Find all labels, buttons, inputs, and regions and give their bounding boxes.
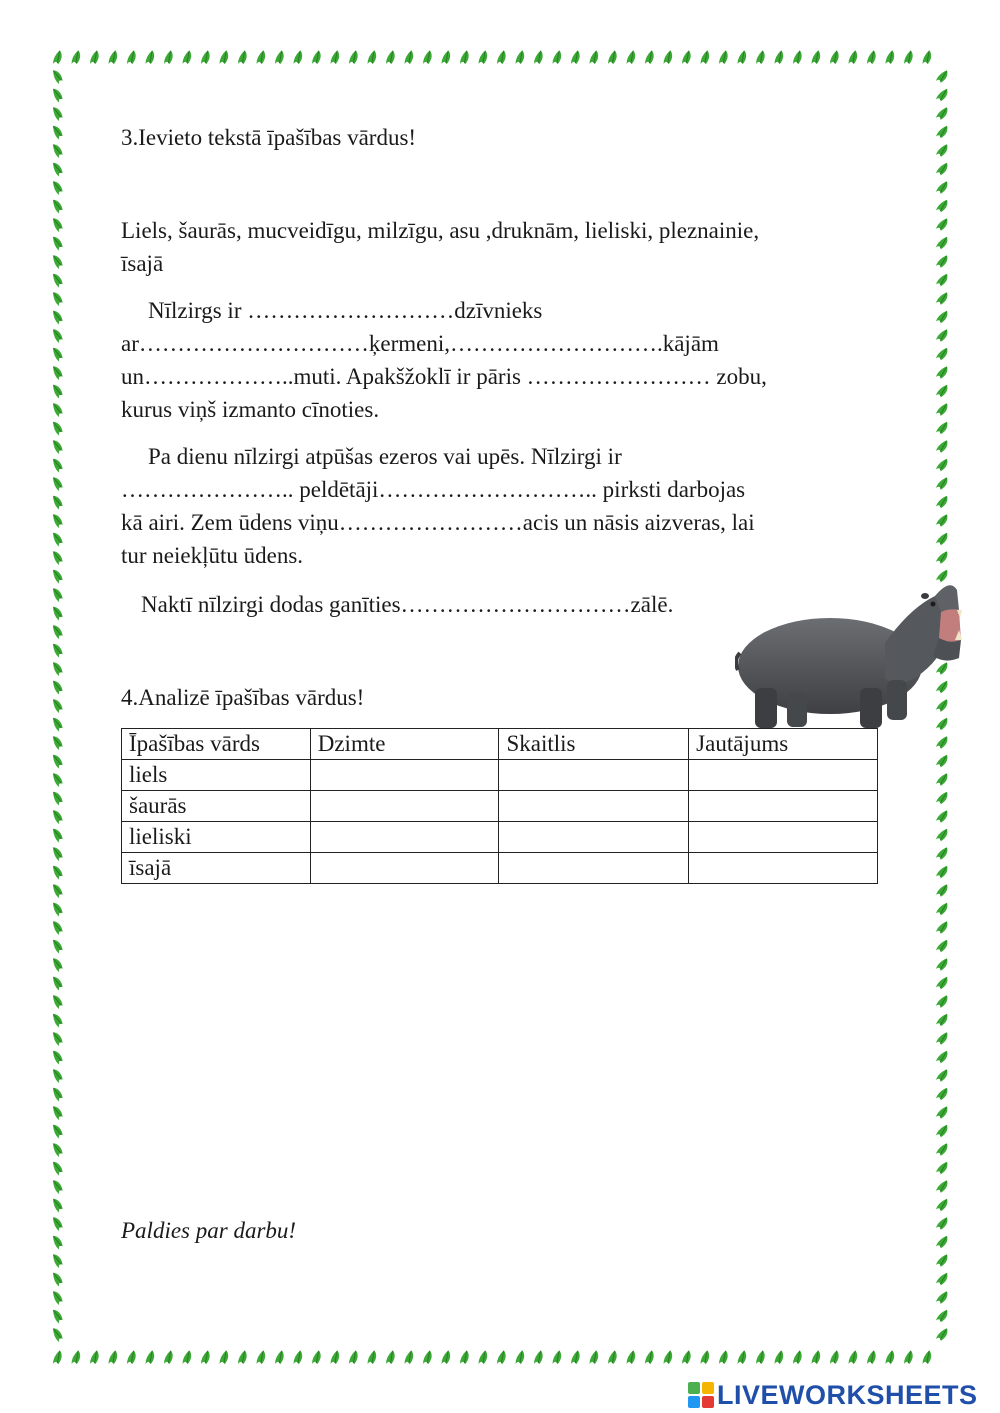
border-leaf xyxy=(935,272,949,288)
border-leaf xyxy=(293,49,304,65)
paragraph1-line1: Nīlzirgs ir ………………………dzīvnieks xyxy=(148,298,543,323)
border-leaf xyxy=(570,1349,581,1365)
analysis-table xyxy=(121,728,878,884)
border-leaf xyxy=(50,864,64,880)
border-leaf xyxy=(182,49,193,65)
border-leaf xyxy=(935,882,949,898)
liveworksheets-logo-icon xyxy=(688,1382,714,1408)
border-leaf xyxy=(385,49,396,65)
border-leaf xyxy=(163,1349,174,1365)
border-leaf xyxy=(935,420,949,436)
border-leaf xyxy=(866,1349,877,1365)
cell-question-input[interactable] xyxy=(689,822,878,853)
border-leaf xyxy=(935,161,949,177)
border-leaf xyxy=(50,568,64,584)
border-leaf xyxy=(50,1271,64,1287)
border-leaf xyxy=(935,753,949,769)
border-leaf xyxy=(478,49,489,65)
border-leaf xyxy=(755,49,766,65)
border-leaf xyxy=(50,235,64,251)
liveworksheets-brand[interactable] xyxy=(688,1379,978,1411)
border-leaf xyxy=(885,49,896,65)
border-leaf xyxy=(935,956,949,972)
border-leaf xyxy=(935,938,949,954)
border-leaf xyxy=(935,1030,949,1046)
border-leaf xyxy=(50,383,64,399)
cell-adjective: īsajā xyxy=(122,853,311,884)
border-leaf xyxy=(935,198,949,214)
border-leaf xyxy=(50,124,64,140)
border-leaf xyxy=(681,49,692,65)
border-leaf xyxy=(935,1178,949,1194)
cell-question-input[interactable] xyxy=(689,760,878,791)
border-leaf xyxy=(50,105,64,121)
border-leaf xyxy=(792,1349,803,1365)
border-leaf xyxy=(50,956,64,972)
border-leaf xyxy=(589,1349,600,1365)
hippo-image xyxy=(735,548,965,748)
border-leaf xyxy=(922,1349,933,1365)
paragraph1-line4: kurus viņš izmanto cīnoties. xyxy=(121,397,380,422)
border-leaf xyxy=(935,845,949,861)
border-leaf xyxy=(89,49,100,65)
border-leaf xyxy=(935,1067,949,1083)
word-bank-line1: Liels, šaurās, mucveidīgu, milzīgu, asu ,druknām, lieliski, pleznainie, xyxy=(121,218,760,243)
border-leaf xyxy=(50,716,64,732)
border-leaf xyxy=(552,49,563,65)
border-leaf xyxy=(50,919,64,935)
border-leaf xyxy=(903,1349,914,1365)
border-leaf xyxy=(792,49,803,65)
border-leaf xyxy=(935,827,949,843)
border-leaf xyxy=(935,216,949,232)
border-leaf xyxy=(145,49,156,65)
border-leaf xyxy=(935,1049,949,1065)
border-leaf xyxy=(829,49,840,65)
border-leaf xyxy=(935,901,949,917)
border-leaf xyxy=(50,457,64,473)
border-leaf xyxy=(935,1086,949,1102)
border-leaf xyxy=(108,49,119,65)
border-leaf xyxy=(50,512,64,528)
border-leaf xyxy=(496,1349,507,1365)
border-leaf xyxy=(348,49,359,65)
cell-adjective: šaurās xyxy=(122,791,311,822)
border-leaf xyxy=(50,475,64,491)
border-leaf xyxy=(718,49,729,65)
border-leaf xyxy=(50,161,64,177)
border-leaf xyxy=(50,734,64,750)
exercise3-title: 3.Ievieto tekstā īpašības vārdus! xyxy=(121,125,417,150)
border-leaf xyxy=(50,438,64,454)
paragraph1-line2: ar…………………………ķermeni,……………………….kājām xyxy=(121,331,719,356)
border-leaf xyxy=(50,68,64,84)
border-leaf xyxy=(935,1160,949,1176)
cell-number-input[interactable] xyxy=(499,791,689,822)
border-leaf xyxy=(50,1197,64,1213)
border-leaf xyxy=(50,1067,64,1083)
border-leaf xyxy=(50,771,64,787)
border-leaf xyxy=(50,808,64,824)
border-leaf xyxy=(935,346,949,362)
border-leaf xyxy=(935,1308,949,1324)
paragraph2-line3: kā airi. Zem ūdens viņu……………………acis un nāsis aizveras, lai xyxy=(121,510,755,535)
border-leaf xyxy=(533,1349,544,1365)
border-leaf xyxy=(935,771,949,787)
border-leaf xyxy=(200,1349,211,1365)
border-leaf xyxy=(935,105,949,121)
border-leaf xyxy=(607,1349,618,1365)
border-leaf xyxy=(737,49,748,65)
border-leaf xyxy=(71,1349,82,1365)
border-leaf xyxy=(50,549,64,565)
border-leaf xyxy=(50,1289,64,1305)
border-leaf xyxy=(848,49,859,65)
brand-name: LIVEWORKSHEETS xyxy=(717,1379,978,1410)
cell-adjective: liels xyxy=(122,760,311,791)
border-leaf xyxy=(50,975,64,991)
border-leaf xyxy=(589,49,600,65)
border-leaf xyxy=(50,216,64,232)
exercise4-title: 4.Analizē īpašības vārdus! xyxy=(121,685,365,710)
border-leaf xyxy=(422,49,433,65)
border-leaf xyxy=(404,1349,415,1365)
border-leaf xyxy=(126,1349,137,1365)
border-leaf xyxy=(330,1349,341,1365)
border-leaf xyxy=(50,753,64,769)
border-leaf xyxy=(663,1349,674,1365)
border-leaf xyxy=(237,49,248,65)
border-leaf xyxy=(50,1234,64,1250)
border-leaf xyxy=(89,1349,100,1365)
border-leaf xyxy=(935,383,949,399)
border-leaf xyxy=(935,993,949,1009)
cell-adjective: lieliski xyxy=(122,822,311,853)
border-leaf xyxy=(718,1349,729,1365)
border-leaf xyxy=(50,1326,64,1342)
border-leaf xyxy=(50,420,64,436)
border-leaf xyxy=(935,864,949,880)
border-leaf xyxy=(50,1141,64,1157)
header-question: Jautājums xyxy=(689,729,878,760)
border-leaf xyxy=(441,1349,452,1365)
border-leaf xyxy=(422,1349,433,1365)
border-leaf xyxy=(478,1349,489,1365)
border-leaf xyxy=(311,1349,322,1365)
border-leaf xyxy=(293,1349,304,1365)
border-leaf xyxy=(903,49,914,65)
cell-gender-input[interactable] xyxy=(310,853,499,884)
paragraph2-line4: tur neiekļūtu ūdens. xyxy=(121,543,304,568)
border-leaf xyxy=(50,827,64,843)
border-leaf xyxy=(737,1349,748,1365)
border-leaf xyxy=(935,1012,949,1028)
table-row xyxy=(122,791,878,822)
border-leaf xyxy=(922,49,933,65)
border-leaf xyxy=(552,1349,563,1365)
border-leaf xyxy=(145,1349,156,1365)
border-leaf xyxy=(496,49,507,65)
border-leaf xyxy=(935,179,949,195)
border-leaf xyxy=(50,253,64,269)
border-leaf xyxy=(935,68,949,84)
border-leaf xyxy=(50,1030,64,1046)
border-leaf xyxy=(935,919,949,935)
border-leaf xyxy=(50,1178,64,1194)
border-leaf xyxy=(935,457,949,473)
border-leaf xyxy=(644,49,655,65)
border-leaf xyxy=(50,309,64,325)
border-leaf xyxy=(755,1349,766,1365)
border-leaf xyxy=(50,1123,64,1139)
border-leaf xyxy=(935,1234,949,1250)
border-leaf xyxy=(935,1141,949,1157)
border-leaf xyxy=(50,327,64,343)
border-leaf xyxy=(441,49,452,65)
border-leaf xyxy=(50,882,64,898)
border-leaf xyxy=(52,49,63,65)
table-row xyxy=(122,853,878,884)
border-leaf xyxy=(50,993,64,1009)
border-leaf xyxy=(515,49,526,65)
border-leaf xyxy=(50,401,64,417)
border-leaf xyxy=(330,49,341,65)
border-leaf xyxy=(935,494,949,510)
border-leaf xyxy=(348,1349,359,1365)
border-leaf xyxy=(935,309,949,325)
border-leaf xyxy=(50,364,64,380)
table-row xyxy=(122,822,878,853)
border-leaf xyxy=(50,605,64,621)
border-leaf xyxy=(50,1252,64,1268)
border-leaf xyxy=(885,1349,896,1365)
border-leaf xyxy=(50,272,64,288)
border-leaf xyxy=(848,1349,859,1365)
border-leaf xyxy=(50,198,64,214)
cell-question-input[interactable] xyxy=(689,853,878,884)
border-leaf xyxy=(866,49,877,65)
border-leaf xyxy=(935,1104,949,1120)
header-number: Skaitlis xyxy=(499,729,689,760)
border-leaf xyxy=(935,1197,949,1213)
border-leaf xyxy=(935,235,949,251)
border-leaf xyxy=(404,49,415,65)
border-leaf xyxy=(681,1349,692,1365)
border-leaf xyxy=(50,679,64,695)
border-leaf xyxy=(219,49,230,65)
paragraph2-line2: ………………….. peldētāji……………………….. pirksti darbojas xyxy=(121,477,746,502)
cell-question-input[interactable] xyxy=(689,791,878,822)
border-leaf xyxy=(644,1349,655,1365)
border-leaf xyxy=(935,790,949,806)
border-leaf xyxy=(50,346,64,362)
border-leaf xyxy=(459,49,470,65)
border-leaf xyxy=(50,179,64,195)
border-leaf xyxy=(811,49,822,65)
cell-gender-input[interactable] xyxy=(310,791,499,822)
border-leaf xyxy=(50,1012,64,1028)
border-leaf xyxy=(256,1349,267,1365)
border-leaf xyxy=(274,1349,285,1365)
border-leaf xyxy=(50,1086,64,1102)
table-header-row xyxy=(122,729,878,760)
border-leaf xyxy=(935,1123,949,1139)
border-leaf xyxy=(71,49,82,65)
cell-number-input[interactable] xyxy=(499,822,689,853)
cell-gender-input[interactable] xyxy=(310,760,499,791)
border-leaf xyxy=(935,975,949,991)
border-leaf xyxy=(50,290,64,306)
border-leaf xyxy=(52,1349,63,1365)
border-leaf xyxy=(50,494,64,510)
border-leaf xyxy=(311,49,322,65)
border-leaf xyxy=(935,438,949,454)
border-leaf xyxy=(811,1349,822,1365)
border-leaf xyxy=(50,1215,64,1231)
border-leaf xyxy=(50,790,64,806)
table-row xyxy=(122,760,878,791)
border-leaf xyxy=(700,1349,711,1365)
border-leaf xyxy=(50,586,64,602)
paragraph2-line1: Pa dienu nīlzirgi atpūšas ezeros vai upēs. Nīlzirgi ir xyxy=(148,444,622,469)
border-leaf xyxy=(935,1271,949,1287)
border-leaf xyxy=(50,87,64,103)
border-leaf xyxy=(50,938,64,954)
border-leaf xyxy=(935,142,949,158)
border-leaf xyxy=(935,1326,949,1342)
border-leaf xyxy=(219,1349,230,1365)
border-leaf xyxy=(774,49,785,65)
border-leaf xyxy=(237,1349,248,1365)
border-leaf xyxy=(50,142,64,158)
closing-text: Paldies par darbu! xyxy=(121,1218,297,1243)
border-leaf xyxy=(50,660,64,676)
cell-gender-input[interactable] xyxy=(310,822,499,853)
header-adjective: Īpašības vārds xyxy=(122,729,311,760)
border-leaf xyxy=(935,364,949,380)
border-leaf xyxy=(367,1349,378,1365)
word-bank-line2: īsajā xyxy=(121,251,164,276)
border-leaf xyxy=(570,49,581,65)
border-leaf xyxy=(50,1308,64,1324)
border-leaf xyxy=(935,1252,949,1268)
border-leaf xyxy=(182,1349,193,1365)
border-leaf xyxy=(626,1349,637,1365)
border-leaf xyxy=(256,49,267,65)
border-leaf xyxy=(626,49,637,65)
border-leaf xyxy=(935,253,949,269)
word-bank xyxy=(121,214,891,280)
border-leaf xyxy=(50,1160,64,1176)
border-leaf xyxy=(935,1215,949,1231)
border-leaf xyxy=(50,623,64,639)
border-leaf xyxy=(50,845,64,861)
border-leaf xyxy=(515,1349,526,1365)
border-leaf xyxy=(108,1349,119,1365)
border-leaf xyxy=(50,642,64,658)
border-leaf xyxy=(935,124,949,140)
border-leaf xyxy=(533,49,544,65)
border-leaf xyxy=(367,49,378,65)
border-leaf xyxy=(459,1349,470,1365)
border-leaf xyxy=(935,401,949,417)
border-leaf xyxy=(663,49,674,65)
header-gender: Dzimte xyxy=(310,729,499,760)
border-leaf xyxy=(935,87,949,103)
border-leaf xyxy=(126,49,137,65)
cell-number-input[interactable] xyxy=(499,853,689,884)
border-leaf xyxy=(50,1049,64,1065)
border-leaf xyxy=(935,1289,949,1305)
border-leaf xyxy=(935,290,949,306)
border-leaf xyxy=(50,531,64,547)
border-leaf xyxy=(935,475,949,491)
border-leaf xyxy=(50,697,64,713)
border-leaf xyxy=(607,49,618,65)
border-leaf xyxy=(935,531,949,547)
border-leaf xyxy=(935,327,949,343)
border-leaf xyxy=(50,1104,64,1120)
paragraph1-line3: un………………..muti. Apakšžoklī ir pāris …………………… zobu, xyxy=(121,364,767,389)
border-leaf xyxy=(774,1349,785,1365)
border-leaf xyxy=(385,1349,396,1365)
border-leaf xyxy=(700,49,711,65)
paragraph3-line1: Naktī nīlzirgi dodas ganīties…………………………zālē. xyxy=(141,592,674,617)
border-leaf xyxy=(50,901,64,917)
cell-number-input[interactable] xyxy=(499,760,689,791)
border-leaf xyxy=(274,49,285,65)
border-leaf xyxy=(935,808,949,824)
border-leaf xyxy=(200,49,211,65)
border-leaf xyxy=(163,49,174,65)
border-leaf xyxy=(935,512,949,528)
border-leaf xyxy=(829,1349,840,1365)
paragraph-1 xyxy=(121,294,891,426)
